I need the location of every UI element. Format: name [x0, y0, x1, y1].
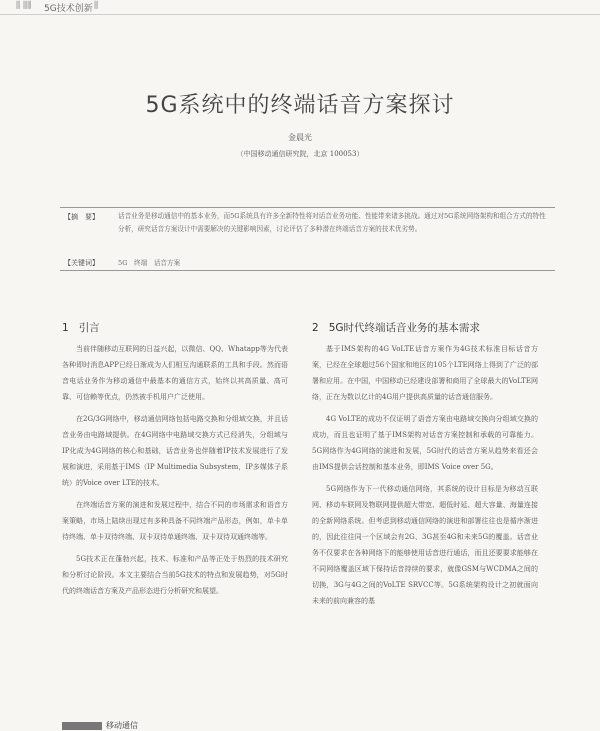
header-bars-right-icon: ⫼	[94, 1, 99, 11]
section-label: 5G技术创新	[44, 4, 93, 14]
section-number: 2	[312, 322, 319, 334]
abstract-label: 【摘 要】	[64, 213, 99, 221]
paragraph: 5G网络作为下一代移动通信网络，其系统的设计目标是为移动互联网、移动车联网及物联网提供超大带宽、超低时延、超大容量、海量连接的全新网络系统。但考虑到移动通信网络的演进和部署往往也是循序渐进的，因此往往同一个区域会有2G、3G甚至4G和未来5G的覆盖。话音业务不仅要求在各种网络下的能够使用话音进行通话，而且还要要求能够在不同网络覆盖区域下保持话音持续的要求，就像GSM与WCDMA之间的切换，3G与4G之间的VoLTE SRVCC等。5G系统架构设计之初就面向未来的前向兼容的基	[312, 485, 538, 605]
right-column	[312, 320, 538, 615]
paragraph: 5G技术正在蓬勃兴起，技术、标准和产品等正处于热烈的技术研究和分析讨论阶段。本文主要结合当前5G技术的特点和发展趋势，对5G时代的终端话音方案及产品形态进行分析研究和展望。	[62, 555, 288, 595]
paragraph: 当前伴随移动互联网的日益兴起，以微信、QQ、Whatapp等为代表各种即时消息APP已经日渐成为人们相互沟通联系的工具和手段。然而语音电话业务作为移动通信中最基本的通信方式，始终以其高质量、高可靠、可信赖等优点，仍然被手机用户广泛使用。	[62, 345, 288, 401]
section-heading-intro	[62, 320, 288, 335]
article-title: 5G系统中的终端话音方案探讨	[145, 93, 455, 118]
header-bars-icon: ⫼ ⫼⫼	[16, 1, 32, 11]
keywords-text: 5G 终端 话音方案	[118, 259, 181, 267]
header-divider	[0, 14, 600, 15]
paragraph: 在终端话音方案的演进和发展过程中，结合不同的市场需求和语音方案策略，市场上陆续出现过有多种具备不同终端产品形态，例如，单卡单待终端、单卡双待终端、双卡双待单通终端、双卡双待双通终端等。	[62, 501, 288, 541]
section-heading-basic	[312, 320, 538, 335]
paragraph: 在2G/3G网络中，移动通信网络包括电路交换和分组域交换，并且话音业务由电路域提供。在4G网络中电路域交换方式已经消失，分组域与IP化成为4G网络的核心和基础，话音业务也伴随着IP技术发展进行了发展和演进，采用基于IMS（IP Multimedia Subsystem，IP多媒体子系统）的Voice over LTE的技术。	[62, 415, 288, 487]
paragraph: 基于IMS架构的4G VoLTE话音方案作为4G技术标准目标话音方案，已经在全球超过56个国家和地区的105个LTE网络上得到了广泛的部署和应用。在中国，中国移动已经建设部署和商用了全球最大的VoLTE网络，正在为数以亿计的4G用户提供高质量的话音通信服务。	[312, 345, 538, 401]
abstract-text: 话音业务是移动通信中的基本业务，而5G系统具有许多全新特性将对话音业务功能、性能带来诸多挑战。通过对5G系统网络架构和组合方式的特性分析，研究话音方案设计中需要解决的关键影响因素，讨论评估了多种潜在终端话音方案的技术优劣势。	[118, 212, 546, 233]
section-title: 引言	[78, 322, 100, 334]
abstract-top-divider	[60, 207, 555, 208]
abstract-bottom-divider	[60, 270, 555, 271]
keywords-label: 【关键词】	[64, 259, 99, 267]
left-column	[62, 320, 288, 605]
footer-tag	[62, 722, 102, 730]
section-number: 1	[62, 322, 69, 334]
running-header	[0, 0, 600, 14]
paragraph: 4G VoLTE的成功不仅证明了语音方案由电路域交换向分组域交换的成功，而且也证明了基于IMS架构对话音方案控制和承载的可靠能力。5G网络作为4G网络的演进和发展，5G时代的话音方案从趋势来看还会由IMS提供会话控制和基本业务，即IMS Voice over 5G。	[312, 415, 538, 471]
footer-journal-name: 移动通信	[106, 721, 138, 730]
section-title: 5G时代终端话音业务的基本需求	[328, 322, 481, 334]
author: 金晨光	[288, 133, 312, 142]
affiliation: （中国移动通信研究院，北京 100053）	[236, 150, 364, 158]
